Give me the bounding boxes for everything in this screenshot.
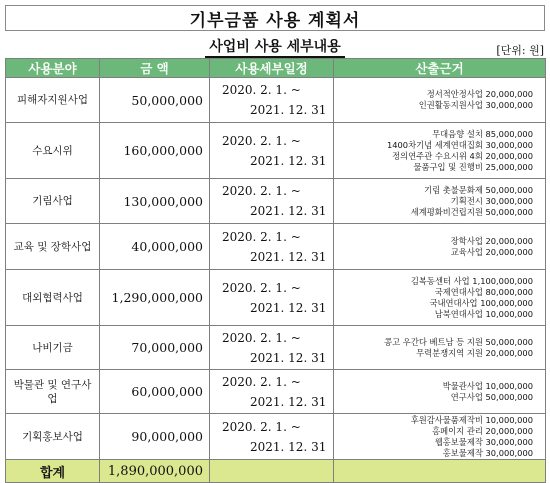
row-basis (334, 78, 546, 123)
row-basis (334, 123, 546, 179)
table-row (6, 414, 546, 460)
basis-line: 무대음향 설치 85,000,000 (432, 128, 533, 139)
row-category: 수요시위 (6, 123, 100, 179)
schedule-end: 2021. 12. 31 (250, 103, 327, 117)
schedule-end: 2021. 12. 31 (250, 300, 327, 315)
row-category: 박물관 및 연구사업 (6, 370, 100, 414)
basis-line: 인권활동지원사업 30,000,000 (418, 100, 533, 110)
basis-line: 연구사업 50,000,000 (450, 391, 533, 402)
table-row (6, 270, 546, 326)
basis-line: 국내연대사업 100,000,000 (429, 297, 533, 308)
row-category: 나비기금 (6, 326, 100, 370)
basis-line: 콩고 우간다 베트남 등 지원 50,000,000 (384, 336, 533, 347)
row-basis (334, 414, 546, 460)
row-schedule (210, 270, 334, 326)
schedule-start: 2020. 2. 1. ~ (222, 374, 301, 389)
subtitle-text: 사업비 사용 세부내용 (205, 39, 344, 58)
basis-line: 1400차기념 세계연대집회 30,000,000 (386, 139, 533, 150)
table-header-row (6, 59, 546, 78)
unit-label: [단위: 원] (496, 44, 544, 57)
basis-line: 박물관사업 10,000,000 (442, 380, 533, 391)
basis-line: 홍보물제작 30,000,000 (442, 447, 533, 458)
row-amount: 50,000,000 (100, 78, 210, 123)
schedule-start: 2020. 2. 1. ~ (222, 133, 301, 148)
total-schedule-empty (210, 460, 334, 483)
row-category: 기획홍보사업 (6, 414, 100, 460)
row-schedule (210, 78, 334, 123)
basis-line: 세계평화비건립지원 50,000,000 (410, 206, 533, 217)
row-amount: 40,000,000 (100, 224, 210, 270)
row-basis (334, 224, 546, 270)
table-row (6, 179, 546, 224)
row-schedule (210, 370, 334, 414)
table-row (6, 370, 546, 414)
row-category: 기림사업 (6, 179, 100, 224)
row-basis (334, 370, 546, 414)
schedule-end: 2021. 12. 31 (250, 204, 327, 218)
basis-line: 기획전시 30,000,000 (450, 195, 533, 206)
schedule-start: 2020. 2. 1. ~ (222, 280, 301, 295)
total-label: 합계 (6, 460, 100, 483)
row-basis (334, 270, 546, 326)
row-basis (334, 326, 546, 370)
header-basis: 산출근거 (334, 59, 546, 78)
schedule-end: 2021. 12. 31 (250, 153, 327, 168)
basis-line: 홈페이지 관리 20,000,000 (432, 425, 533, 436)
basis-line: 교육사업 20,000,000 (450, 246, 533, 257)
document-title: 기부금품 사용 계획서 (5, 5, 545, 31)
basis-line: 정서적안정사업 20,000,000 (426, 89, 533, 99)
basis-line: 남북연대사업 10,000,000 (434, 308, 533, 319)
basis-line: 김복동센터 사업 1,100,000,000 (410, 275, 533, 286)
schedule-start: 2020. 2. 1. ~ (222, 184, 301, 198)
table-row (6, 224, 546, 270)
row-amount: 130,000,000 (100, 179, 210, 224)
row-amount: 60,000,000 (100, 370, 210, 414)
row-schedule (210, 326, 334, 370)
row-category: 대외협력사업 (6, 270, 100, 326)
header-schedule: 사용세부일정 (210, 59, 334, 78)
row-schedule (210, 224, 334, 270)
budget-table (5, 58, 546, 483)
row-category: 피해자지원사업 (6, 78, 100, 123)
row-category: 교육 및 장학사업 (6, 224, 100, 270)
row-schedule (210, 123, 334, 179)
table-row (6, 78, 546, 123)
schedule-end: 2021. 12. 31 (250, 439, 327, 454)
document-subtitle (0, 36, 550, 56)
basis-line: 국제연대사업 80,000,000 (434, 286, 533, 297)
row-amount: 90,000,000 (100, 414, 210, 460)
schedule-start: 2020. 2. 1. ~ (222, 83, 301, 97)
basis-line: 무력분쟁지역 지원 20,000,000 (416, 347, 533, 358)
row-amount: 70,000,000 (100, 326, 210, 370)
total-row (6, 460, 546, 483)
row-amount: 1,290,000,000 (100, 270, 210, 326)
basis-line: 물품구입 및 진행비 25,000,000 (413, 161, 533, 172)
table-row (6, 326, 546, 370)
total-amount: 1,890,000,000 (100, 460, 210, 483)
schedule-start: 2020. 2. 1. ~ (222, 330, 301, 345)
row-amount: 160,000,000 (100, 123, 210, 179)
basis-line: 기림 촛불문화제 50,000,000 (424, 184, 533, 195)
header-category: 사용분야 (6, 59, 100, 78)
table-row (6, 123, 546, 179)
schedule-end: 2021. 12. 31 (250, 350, 327, 365)
row-schedule (210, 179, 334, 224)
schedule-start: 2020. 2. 1. ~ (222, 419, 301, 434)
schedule-end: 2021. 12. 31 (250, 249, 327, 264)
row-basis (334, 179, 546, 224)
header-amount: 금 액 (100, 59, 210, 78)
basis-line: 정의연주관 수요시위 4회 20,000,000 (392, 150, 533, 161)
total-basis-empty (334, 460, 546, 483)
row-schedule (210, 414, 334, 460)
schedule-end: 2021. 12. 31 (250, 394, 327, 409)
basis-line: 장학사업 20,000,000 (450, 235, 533, 246)
basis-line: 후원감사물품제작비 10,000,000 (410, 414, 533, 425)
schedule-start: 2020. 2. 1. ~ (222, 229, 301, 244)
basis-line: 웹홍보물제작 30,000,000 (434, 436, 533, 447)
